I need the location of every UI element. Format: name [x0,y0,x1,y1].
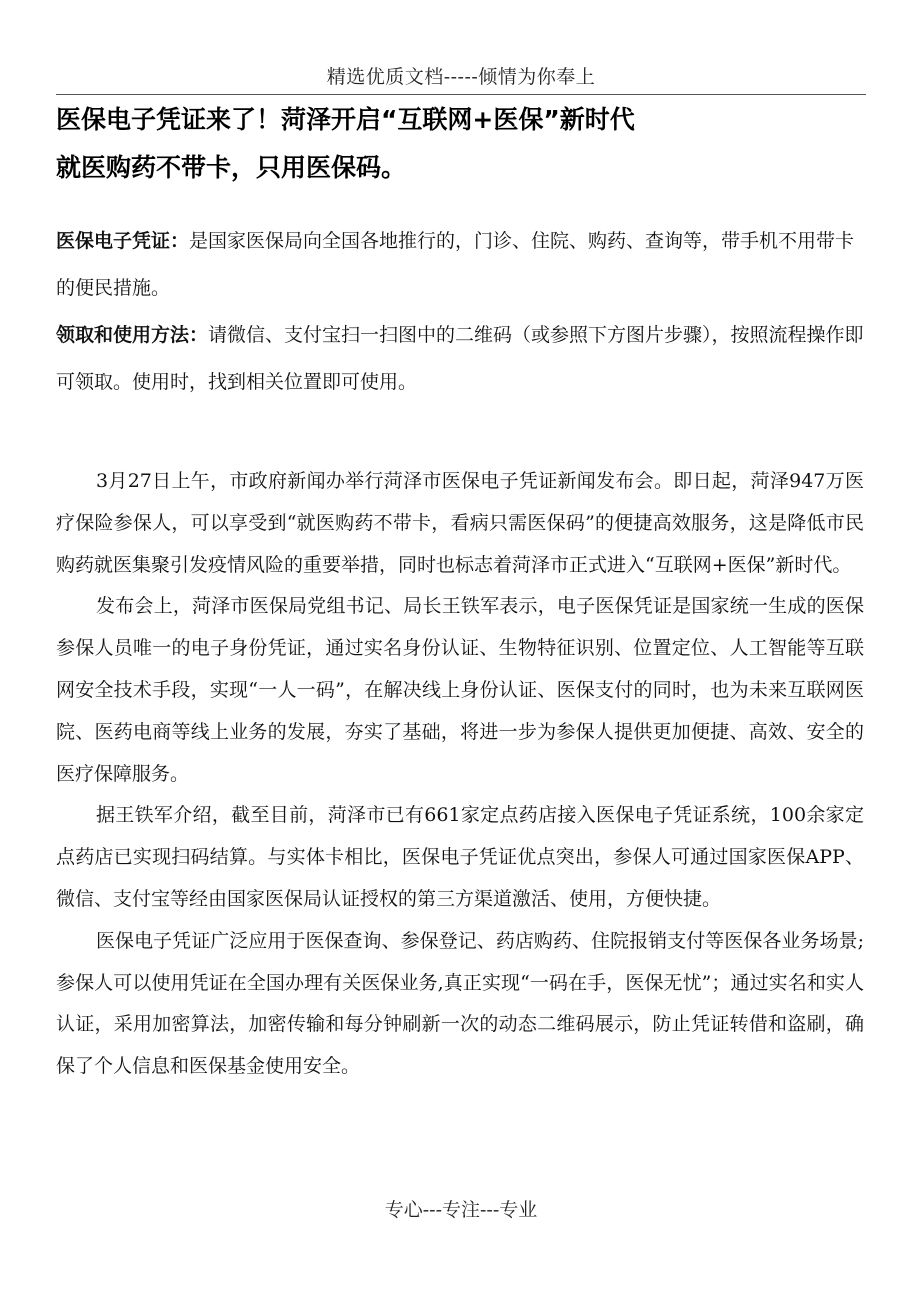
definition-text: 是国家医保局向全国各地推行的，门诊、住院、购药、查询等，带手机不用带卡的便民措施。 [56,230,855,299]
usage-paragraph [56,312,866,406]
article-body [56,461,864,1088]
usage-text: 请微信、支付宝扫一扫图中的二维码（或参照下方图片步骤），按照流程操作即可领取。使用时，找到相关位置即可使用。 [56,324,864,393]
body-paragraph: 医保电子凭证广泛应用于医保查询、参保登记、药店购药、住院报销支付等医保各业务场景;参保人可以使用凭证在全国办理有关医保业务,真正实现“一码在手，医保无忧”；通过实名和实人认证，采用加密算法，加密传输和每分钟刷新一次的动态二维码展示，防止凭证转借和盗刷，确保了个人信息和医保基金使用安全。 [56,929,864,1078]
article-title: 医保电子凭证来了！菏泽开启“互联网+医保”新时代 [56,105,635,134]
body-paragraph: 发布会上，菏泽市医保局党组书记、局长王铁军表示，电子医保凭证是国家统一生成的医保参保人员唯一的电子身份凭证，通过实名身份认证、生物特征识别、位置定位、人工智能等互联网安全技术手段，实现“一人一码”，在解决线上身份认证、医保支付的同时，也为未来互联网医院、医药电商等线上业务的发展，夯实了基础，将进一步为参保人提供更加便捷、高效、安全的医疗保障服务。 [56,595,864,785]
page-header [56,60,866,95]
page-footer: 专心---专注---专业 [384,1199,538,1221]
body-paragraph: 据王铁军介绍，截至目前，菏泽市已有661家定点药店接入医保电子凭证系统，100余家定点药店已实现扫码结算。与实体卡相比，医保电子凭证优点突出，参保人可通过国家医保APP、微信、支付宝等经由国家医保局认证授权的第三方渠道激活、使用，方便快捷。 [56,804,864,910]
article-subtitle: 就医购药不带卡，只用医保码。 [56,153,407,182]
usage-label: 领取和使用方法： [56,324,209,346]
definition-paragraph [56,218,866,312]
header-text: 精选优质文档-----倾情为你奉上 [326,66,596,88]
body-paragraph: 3月27日上午，市政府新闻办举行菏泽市医保电子凭证新闻发布会。即日起，菏泽947万医疗保险参保人，可以享受到“就医购药不带卡，看病只需医保码”的便捷高效服务，这是降低市民购药就医集聚引发疫情风险的重要举措，同时也标志着菏泽市正式进入“互联网+医保”新时代。 [56,470,864,576]
definition-label: 医保电子凭证： [56,230,190,252]
